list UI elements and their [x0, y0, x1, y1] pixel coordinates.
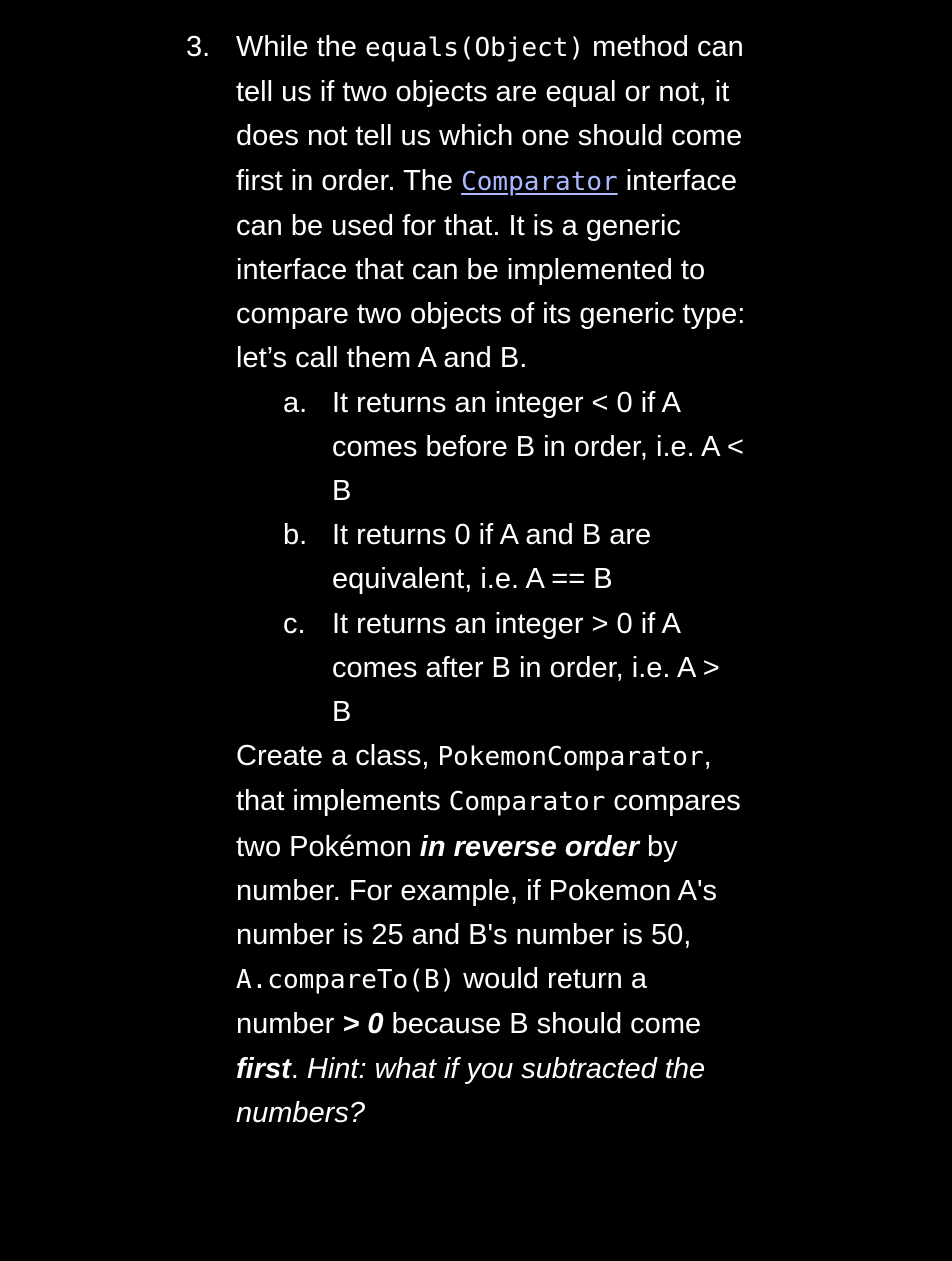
hint-text: Hint: what if you subtracted the numbers?: [236, 1052, 706, 1129]
sub-item-text: It returns 0 if A and B are equivalent, i.e. A == B: [332, 519, 652, 596]
item-text: While the: [236, 31, 365, 63]
task-text: .: [290, 1052, 307, 1085]
document-body: [0, 25, 952, 1135]
sub-item-c: [283, 602, 747, 735]
task-text: by number. For example, if Pokemon A's number is 25 and B's number is 50,: [236, 830, 718, 952]
task-text: because B should come: [383, 1008, 702, 1041]
code-pokemon-comparator: PokemonComparator: [437, 742, 704, 773]
comparator-link[interactable]: Comparator: [461, 166, 618, 197]
code-comparator: Comparator: [448, 787, 606, 818]
task-paragraph: [236, 734, 751, 1135]
task-text: compares two Pokémon: [236, 785, 741, 863]
code-compare-to: A.compareTo(B): [236, 965, 456, 996]
task-text: , that implements: [236, 740, 712, 818]
sub-list: [236, 381, 751, 735]
sub-item-text: It returns an integer < 0 if A comes before B in order, i.e. A < B: [332, 386, 744, 508]
code-equals: equals(Object): [364, 33, 585, 63]
task-text: would return a number: [236, 963, 647, 1041]
item-text: method can tell us if two objects are equal or not, it does not tell us which one should come first in order. The: [236, 31, 744, 197]
emphasis-reverse-order: in reverse order: [419, 830, 639, 863]
emphasis-first: first: [236, 1052, 291, 1085]
list-marker: 3.: [186, 31, 211, 63]
sub-marker: a.: [283, 386, 308, 419]
sub-marker: b.: [283, 519, 308, 552]
item-text: interface can be used for that. It is a generic interface that can be implemented to compare two objects of its generic type: let’s call them A and B.: [236, 164, 746, 375]
sub-marker: c.: [283, 607, 306, 640]
task-text: Create a class,: [236, 740, 438, 773]
sub-item-b: [283, 513, 747, 601]
list-item-3: [186, 25, 751, 1135]
sub-item-a: [283, 381, 747, 514]
sub-item-text: It returns an integer > 0 if A comes after B in order, i.e. A > B: [332, 607, 720, 729]
emphasis-greater-than-zero: > 0: [342, 1008, 384, 1041]
